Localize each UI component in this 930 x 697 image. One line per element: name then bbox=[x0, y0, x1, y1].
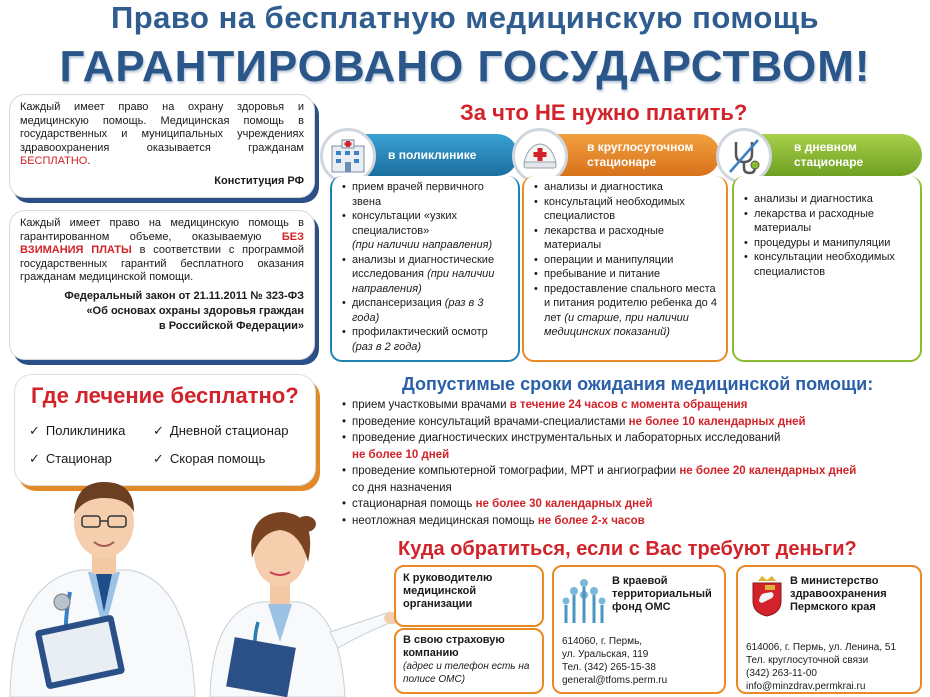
contacts-heading: Куда обратиться, если с Вас требуют деньги? bbox=[398, 538, 857, 560]
list-item: • пребывание и питание bbox=[534, 267, 718, 282]
list-item: • проведение компьютерной томографии, МРТ и ангиографии не более 20 календарных дней со дня назначения bbox=[342, 463, 917, 496]
list-item: • прием участковыми врачами в течение 24 часов с момента обращения bbox=[342, 397, 917, 414]
list-item: • операции и манипуляции bbox=[534, 253, 718, 268]
quote1-text: Каждый имеет право на охрану здоровья и медицинскую помощь. Медицинская помощь в государственных и муниципальных учреждениях здравоохранения оказывается гражданам bbox=[20, 101, 304, 154]
polyclinic-services-list bbox=[330, 176, 520, 362]
ministry-phone: (342) 263-11-00 bbox=[746, 668, 817, 679]
fund-address-line2: ул. Уральская, 119 bbox=[562, 649, 649, 660]
insurance-contact-box bbox=[394, 628, 544, 694]
list-item: • анализы и диагностика bbox=[744, 192, 912, 207]
people-tree-logo-icon bbox=[562, 575, 606, 629]
list-item: • лекарства и расходные материалы bbox=[534, 224, 718, 253]
ministry-email: info@minzdrav.permkrai.ru bbox=[746, 681, 866, 692]
doctors-illustration bbox=[0, 462, 400, 697]
where-free-item: ✓ Дневной стационар bbox=[153, 423, 289, 438]
where-free-item: ✓ Поликлиника bbox=[29, 423, 126, 438]
constitution-quote-card bbox=[9, 94, 315, 198]
where-free-heading: Где лечение бесплатно? bbox=[31, 383, 299, 408]
fund-title: В краевой территориальный фонд ОМС bbox=[612, 575, 712, 613]
checkmark-icon: ✓ bbox=[29, 423, 40, 438]
where-free-item: ✓ Скорая помощь bbox=[153, 451, 266, 466]
quote2-ref-line2: «Об основах охраны здоровья граждан bbox=[86, 304, 304, 317]
tab-polyclinic-label: в поликлинике bbox=[388, 147, 477, 162]
insurance-title: В свою страховую компанию bbox=[403, 634, 505, 659]
quote2-ref-line1: Федеральный закон от 21.11.2011 № 323-ФЗ bbox=[64, 289, 304, 302]
waiting-times-list bbox=[342, 397, 917, 529]
day-hospital-services-list bbox=[732, 176, 922, 362]
list-item: • профилактический осмотр (раз в 2 года) bbox=[342, 325, 510, 354]
quote2-reference bbox=[20, 289, 304, 334]
ministry-title: В министерство здравоохранения Пермского края bbox=[790, 575, 887, 613]
where-free-item: ✓ Стационар bbox=[29, 451, 112, 466]
list-item: • процедуры и манипуляции bbox=[744, 236, 912, 251]
quote2-ref-line3: в Российской Федерации» bbox=[158, 319, 304, 332]
list-item: • стационарная помощь не более 30 календарных дней bbox=[342, 496, 917, 513]
perm-coat-of-arms-icon bbox=[750, 575, 784, 621]
page-title-line1: Право на бесплатную медицинскую помощь bbox=[110, 0, 820, 35]
federal-law-quote-card bbox=[9, 210, 315, 360]
fund-contact-box bbox=[552, 565, 726, 694]
list-item: • анализы и диагностические исследования (при наличии направления) bbox=[342, 253, 510, 297]
head-doctor-contact-box bbox=[394, 565, 544, 627]
checkmark-icon: ✓ bbox=[29, 451, 40, 466]
list-item: • проведение диагностических инструментальных и лабораторных исследований не более 10 дней bbox=[342, 430, 917, 463]
list-item: • анализы и диагностика bbox=[534, 180, 718, 195]
ministry-phone-label: Тел. круглосуточной связи bbox=[746, 655, 869, 666]
list-item: • прием врачей первичного звена bbox=[342, 180, 510, 209]
quote2-text1: Каждый имеет право на медицинскую помощь в гарантированном объеме, оказываемую bbox=[20, 217, 304, 243]
fund-email: general@tfoms.perm.ru bbox=[562, 675, 668, 686]
hospital-services-list bbox=[522, 176, 728, 362]
fund-address-line1: 614060, г. Пермь, bbox=[562, 636, 643, 647]
tab-hospital-label: в круглосуточном стационаре bbox=[587, 140, 694, 169]
page-title-line2: ГАРАНТИРОВАНО ГОСУДАРСТВОМ! bbox=[59, 42, 871, 91]
fund-phone: Тел. (342) 265-15-38 bbox=[562, 662, 656, 673]
list-item: • диспансеризация (раз в 3 года) bbox=[342, 296, 510, 325]
quote2-highlight: БЕЗ ВЗИМАНИЯ ПЛАТЫ bbox=[20, 230, 305, 256]
checkmark-icon: ✓ bbox=[153, 451, 164, 466]
checkmark-icon: ✓ bbox=[153, 423, 164, 438]
list-item: • консультации необходимых специалистов bbox=[744, 250, 912, 279]
quote1-end: . bbox=[87, 155, 91, 167]
waiting-times-heading: Допустимые сроки ожидания медицинской помощи: bbox=[402, 374, 874, 394]
quote2-text2: в соответствии с программой государственных гарантий бесплатного оказания гражданам медицинской помощи. bbox=[20, 244, 304, 283]
list-item: • консультации «узких специалистов» (при наличии направления) bbox=[342, 209, 510, 253]
list-item: • проведение консультаций врачами-специалистами не более 10 календарных дней bbox=[342, 414, 917, 431]
ministry-address: 614006, г. Пермь, ул. Ленина, 51 bbox=[746, 642, 897, 653]
list-item: • консультаций необходимых специалистов bbox=[534, 195, 718, 224]
list-item: • предоставление спального места и питания родителю ребенка до 4 лет (и старше, при наличии медицинских показаний) bbox=[534, 282, 718, 340]
list-item: • лекарства и расходные материалы bbox=[744, 207, 912, 236]
quote1-highlight: БЕСПЛАТНО bbox=[20, 155, 88, 167]
head-doctor-text: К руководителю медицинской организации bbox=[403, 572, 493, 610]
insurance-note: (адрес и телефон есть на полисе ОМС) bbox=[403, 661, 530, 685]
free-services-heading: За что НЕ нужно платить? bbox=[460, 100, 748, 125]
tab-day-hospital-label: в дневном стационаре bbox=[794, 140, 864, 169]
list-item: • неотложная медицинская помощь не более 2-х часов bbox=[342, 513, 917, 530]
quote1-reference: Конституция РФ bbox=[214, 174, 304, 187]
ministry-contact-box bbox=[736, 565, 922, 694]
